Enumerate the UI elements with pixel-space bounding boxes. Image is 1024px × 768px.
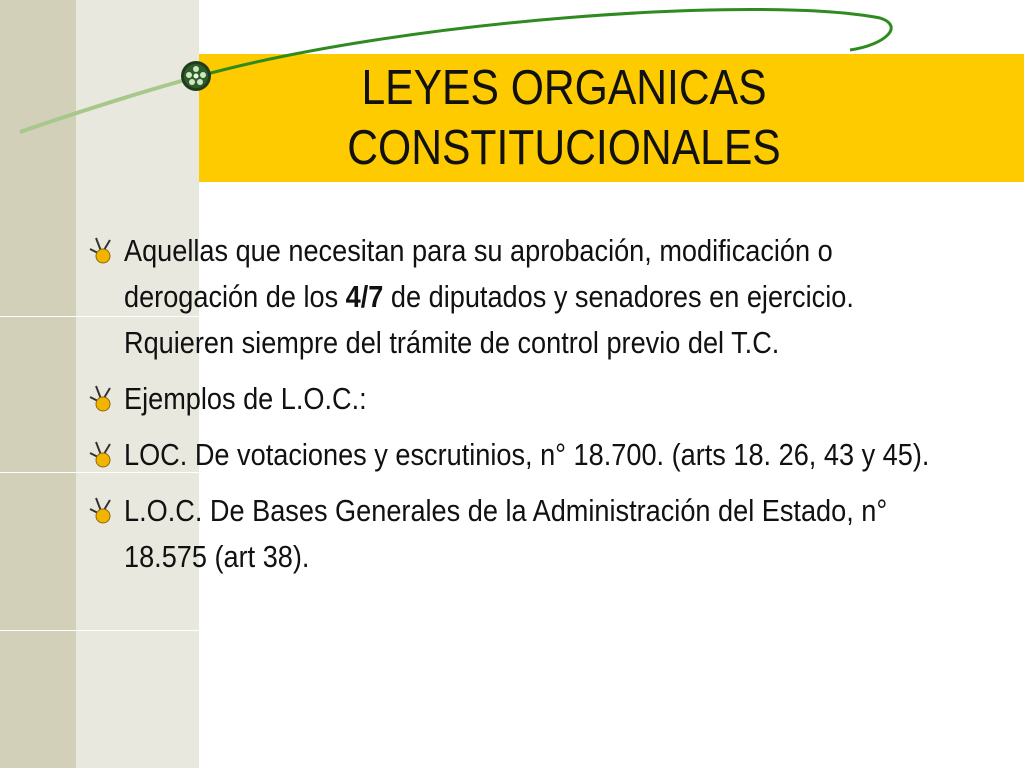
flower-ball-icon [181, 61, 211, 91]
sun-bullet-icon [88, 496, 116, 526]
bullet-text: de diputados y senadores en ejercicio. Rquieren siempre del trámite de control previo del T.C. [124, 279, 854, 360]
bullet-item [84, 376, 984, 422]
bullet-text: L.O.C. De Bases Generales de la Administración del Estado, n° 18.575 (art 38). [124, 493, 888, 574]
title-line-2: CONSTITUCIONALES [347, 121, 781, 175]
sun-bullet-icon [88, 384, 116, 414]
bullet-text: LOC. De votaciones y escrutinios, n° 18.700. (arts 18. 26, 43 y 45). [124, 437, 930, 472]
bullet-item [84, 432, 984, 478]
band-divider [0, 630, 199, 631]
bullet-text: Aquellas que necesitan para su aprobación, modificación o derogación de los [124, 233, 833, 314]
bullet-item [84, 488, 984, 580]
sun-bullet-icon [88, 440, 116, 470]
bullet-list [84, 228, 984, 590]
slide-title [246, 54, 881, 182]
bullet-text: Ejemplos de L.O.C.: [124, 381, 367, 416]
bullet-text-bold: 4/7 [345, 279, 384, 314]
sun-bullet-icon [88, 236, 116, 266]
bullet-item [84, 228, 984, 366]
title-line-1: LEYES ORGANICAS [361, 61, 767, 115]
